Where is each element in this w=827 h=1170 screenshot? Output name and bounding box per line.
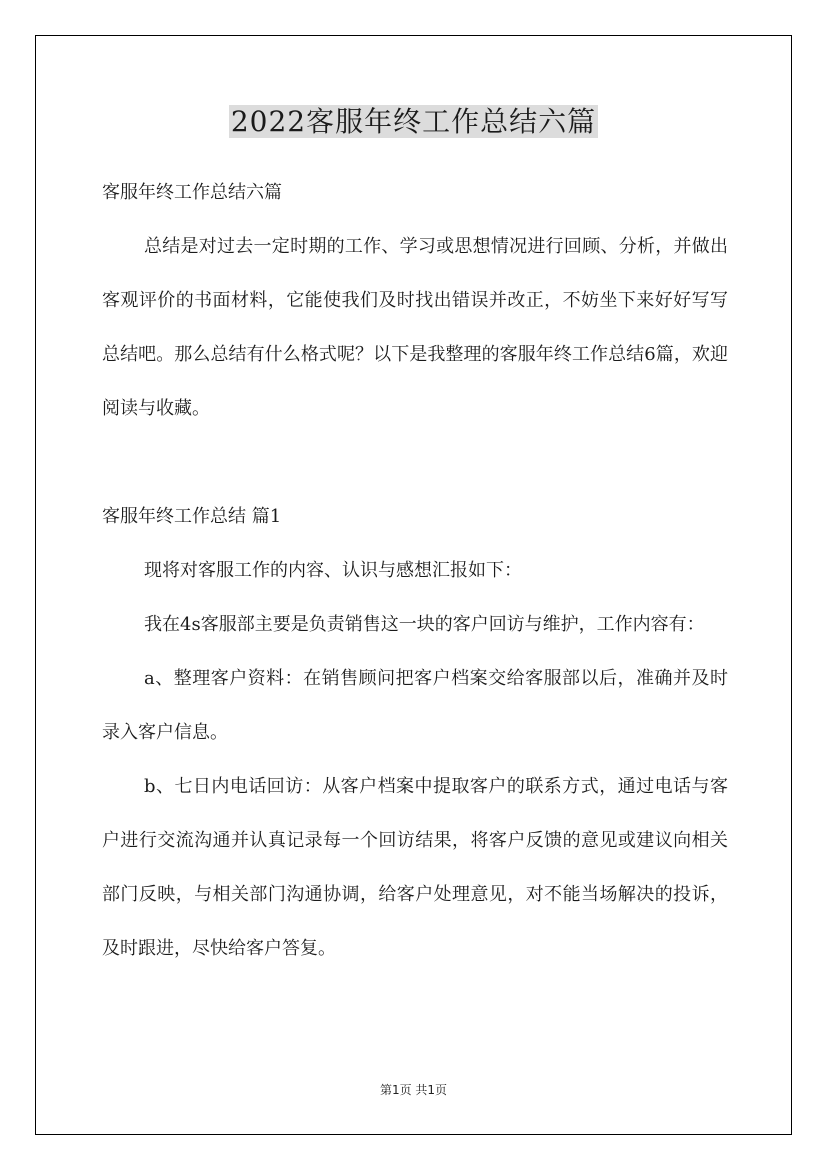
intro-paragraph: 总结是对过去一定时期的工作、学习或思想情况进行回顾、分析，并做出客观评价的书面材料，它能使我们及时找出错误并改正，不妨坐下来好好写写总结吧。那么总结有什么格式呢？以下是我整理的客服年终工作总结6篇，欢迎阅读与收藏。: [102, 236, 728, 419]
section-paragraph-2: 我在4s客服部主要是负责销售这一块的客户回访与维护，工作内容有：: [144, 614, 705, 635]
section-paragraph-4: b、七日内电话回访：从客户档案中提取客户的联系方式，通过电话与客户进行交流沟通并认真记录每一个回访结果，将客户反馈的意见或建议向相关部门反映，与相关部门沟通协调，给客户处理意见，对不能当场解决的投诉，及时跟进，尽快给客户答复。: [102, 776, 728, 959]
document-title: [0, 102, 827, 142]
section-paragraph-1: 现将对客服工作的内容、认识与感想汇报如下：: [144, 560, 522, 581]
paragraph-gap: [102, 436, 728, 490]
page-footer: [0, 1080, 827, 1100]
section-heading: 客服年终工作总结 篇1: [102, 506, 282, 527]
page-number: 第1页 共1页: [379, 1083, 448, 1097]
document-subtitle: 客服年终工作总结六篇: [102, 182, 282, 203]
section-paragraph-3: a、整理客户资料：在销售顾问把客户档案交给客服部以后，准确并及时录入客户信息。: [102, 668, 728, 743]
document-body: [102, 166, 728, 976]
document-title-text: 2022客服年终工作总结六篇: [230, 105, 597, 138]
